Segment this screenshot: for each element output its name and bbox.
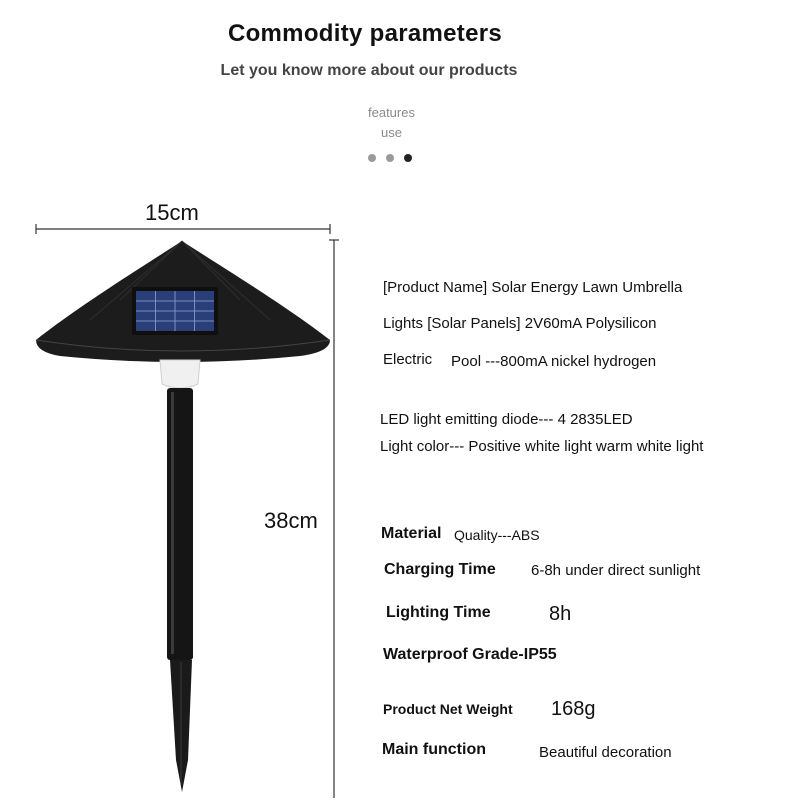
solar-panel bbox=[132, 287, 218, 335]
height-dimension-line bbox=[329, 240, 339, 798]
spec-function-value: Beautiful decoration bbox=[539, 744, 672, 761]
spec-weight-value: 168g bbox=[551, 698, 596, 720]
spec-light-color: Light color--- Positive white light warm white light bbox=[380, 438, 704, 455]
spec-material-value: Quality---ABS bbox=[454, 527, 540, 543]
spec-lighting-value: 8h bbox=[549, 603, 572, 625]
width-label: 15cm bbox=[145, 200, 199, 225]
spec-led: LED light emitting diode--- 4 2835LED bbox=[380, 411, 633, 428]
spec-electric-label: Electric bbox=[383, 351, 433, 368]
light-collar bbox=[160, 360, 200, 388]
spec-charging-label: Charging Time bbox=[384, 561, 496, 578]
spec-lights: Lights [Solar Panels] 2V60mA Polysilicon bbox=[383, 315, 657, 332]
spec-weight-label: Product Net Weight bbox=[383, 701, 513, 717]
spec-electric-value: Pool ---800mA nickel hydrogen bbox=[451, 353, 657, 370]
page-subtitle: Let you know more about our products bbox=[220, 62, 518, 79]
spec-charging-value: 6-8h under direct sunlight bbox=[531, 562, 701, 579]
spec-material-label: Material bbox=[381, 525, 442, 542]
tab-features[interactable]: features bbox=[368, 105, 415, 120]
spec-product-name: [Product Name] Solar Energy Lawn Umbrella bbox=[383, 279, 683, 296]
page-title: Commodity parameters bbox=[227, 20, 503, 47]
height-label: 38cm bbox=[264, 508, 318, 533]
spec-function-label: Main function bbox=[382, 741, 486, 758]
spec-lighting-label: Lighting Time bbox=[386, 604, 491, 621]
lamp-pole bbox=[167, 388, 193, 660]
spec-waterproof: Waterproof Grade-IP55 bbox=[383, 646, 557, 663]
tab-use[interactable]: use bbox=[381, 125, 402, 140]
ground-stake bbox=[170, 660, 192, 792]
